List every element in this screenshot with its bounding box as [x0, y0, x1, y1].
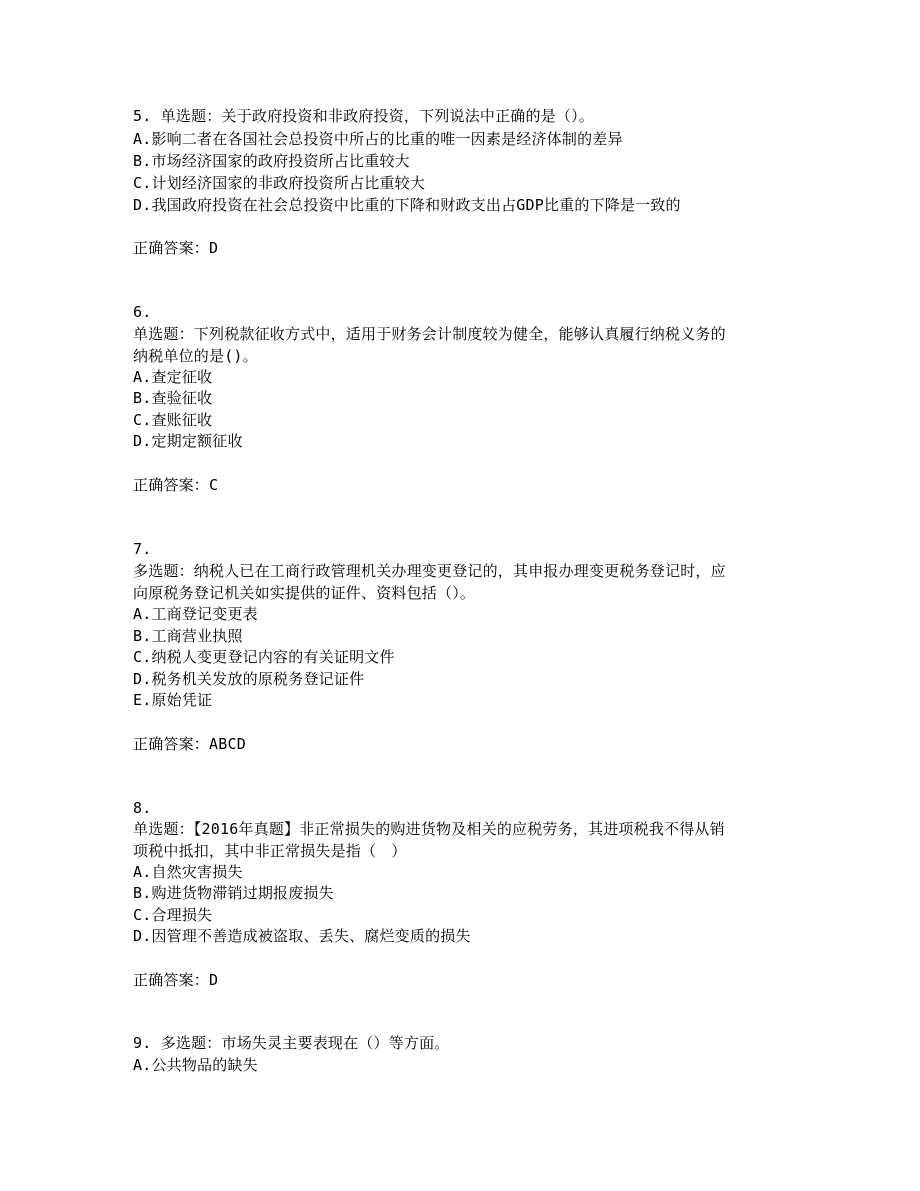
question-7-stem-line-2: 向原税务登记机关如实提供的证件、资料包括（）。 — [133, 584, 476, 602]
question-7-option-d: D.税务机关发放的原税务登记证件 — [133, 670, 365, 688]
question-9-stem: 9. 多选题：市场失灵主要表现在（）等方面。 — [133, 1034, 450, 1052]
question-7-option-e: E.原始凭证 — [133, 691, 213, 709]
question-6-option-a: A.查定征收 — [133, 368, 213, 386]
question-8-option-a: A.自然灾害损失 — [133, 863, 243, 881]
question-6-number: 6. — [133, 303, 152, 321]
question-7-option-a: A.工商登记变更表 — [133, 605, 258, 623]
question-5-option-a: A.影响二者在各国社会总投资中所占的比重的唯一因素是经济体制的差异 — [133, 130, 623, 148]
question-5-option-b: B.市场经济国家的政府投资所占比重较大 — [133, 152, 410, 170]
question-6-stem-line-1: 单选题：下列税款征收方式中，适用于财务会计制度较为健全，能够认真履行纳税义务的 — [133, 325, 726, 343]
question-7-option-c: C.纳税人变更登记内容的有关证明文件 — [133, 648, 395, 666]
question-5-option-d: D.我国政府投资在社会总投资中比重的下降和财政支出占GDP比重的下降是一致的 — [133, 196, 681, 214]
question-7-number: 7. — [133, 540, 152, 558]
question-8-number: 8. — [133, 799, 152, 817]
question-5-stem: 5. 单选题：关于政府投资和非政府投资，下列说法中正确的是（）。 — [133, 107, 594, 125]
question-8-stem-line-2: 项税中抵扣，其中非正常损失是指（ ） — [133, 842, 407, 860]
question-9-option-a: A.公共物品的缺失 — [133, 1056, 258, 1074]
question-8-stem-line-1: 单选题：【2016年真题】非正常损失的购进货物及相关的应税劳务，其进项税我不得从销 — [133, 820, 725, 838]
question-8-option-b: B.购进货物滞销过期报废损失 — [133, 884, 334, 902]
question-6-option-b: B.查验征收 — [133, 389, 213, 407]
question-8-answer: 正确答案：D — [133, 971, 219, 989]
question-6-option-d: D.定期定额征收 — [133, 432, 243, 450]
question-6-stem-line-2: 纳税单位的是()。 — [133, 347, 258, 365]
question-8-option-d: D.因管理不善造成被盗取、丢失、腐烂变质的损失 — [133, 927, 471, 945]
question-5-option-c: C.计划经济国家的非政府投资所占比重较大 — [133, 174, 426, 192]
question-6-answer: 正确答案：C — [133, 476, 219, 494]
question-6-option-c: C.查账征收 — [133, 411, 213, 429]
question-5-answer: 正确答案：D — [133, 239, 219, 257]
question-7-answer: 正确答案：ABCD — [133, 735, 246, 753]
question-7-option-b: B.工商营业执照 — [133, 627, 243, 645]
question-7-stem-line-1: 多选题：纳税人已在工商行政管理机关办理变更登记的，其申报办理变更税务登记时，应 — [133, 562, 726, 580]
question-8-option-c: C.合理损失 — [133, 906, 213, 924]
